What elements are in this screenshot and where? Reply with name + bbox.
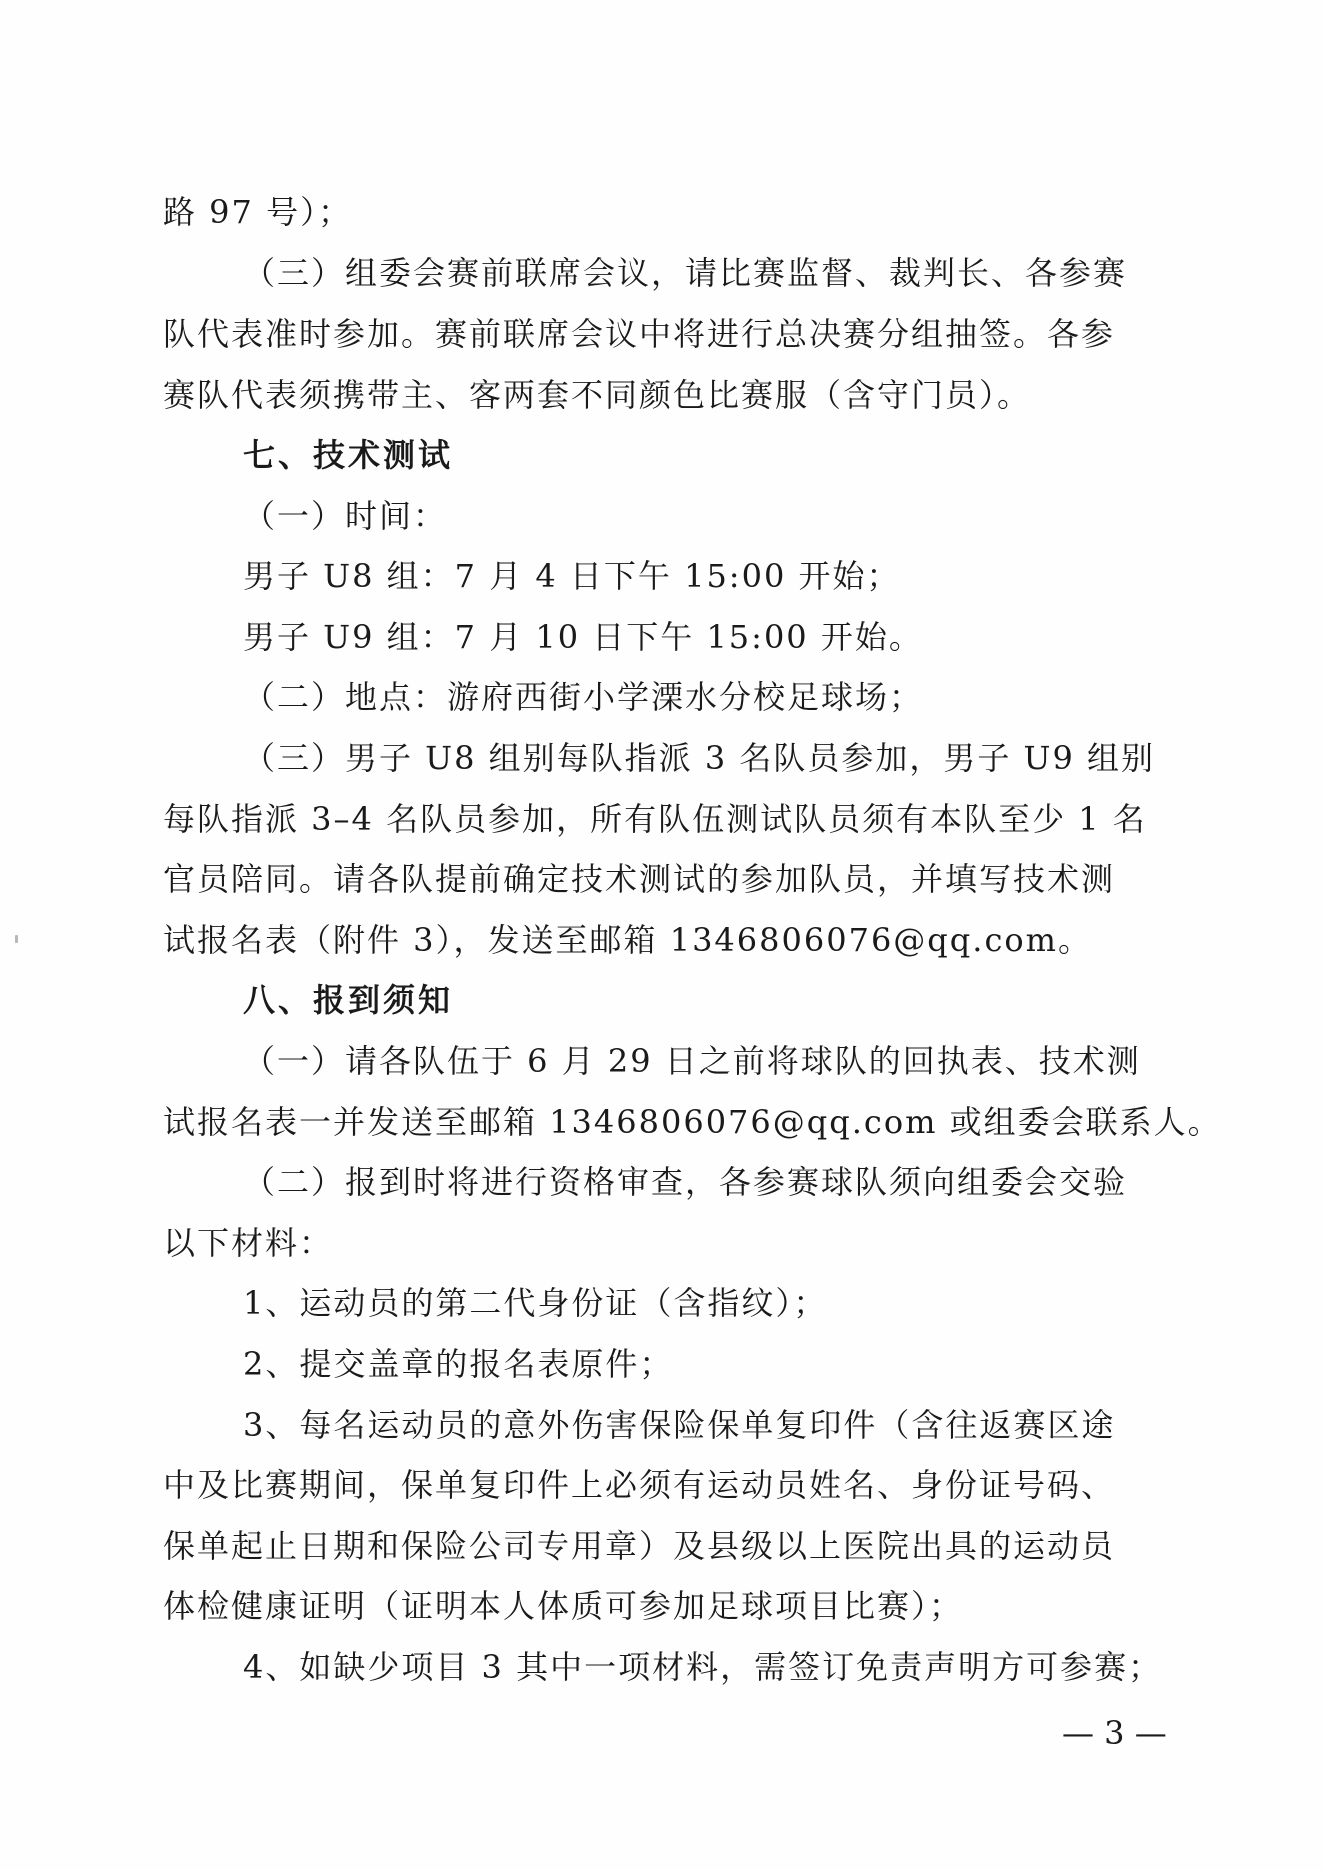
text-line: 以下材料： — [163, 1224, 334, 1262]
page-number: — 3 — — [1062, 1714, 1167, 1752]
text-line: 官员陪同。请各队提前确定技术测试的参加队员，并填写技术测 — [163, 860, 1116, 898]
text-line: 2、提交盖章的报名表原件； — [243, 1345, 674, 1383]
text-line: 4、如缺少项目 3 其中一项材料，需签订免责声明方可参赛； — [243, 1648, 1163, 1686]
text-line: 保单起止日期和保险公司专用章）及县级以上医院出具的运动员 — [163, 1527, 1116, 1565]
text-line: （二）报到时将进行资格审查，各参赛球队须向组委会交验 — [243, 1163, 1128, 1201]
text-line: （二）地点：游府西街小学溧水分校足球场； — [243, 678, 924, 716]
text-line: 1、运动员的第二代身份证（含指纹）； — [243, 1284, 828, 1322]
text-line: 男子 U8 组：7 月 4 日下午 15:00 开始； — [243, 557, 901, 595]
text-line: 每队指派 3–4 名队员参加，所有队伍测试队员须有本队至少 1 名 — [163, 800, 1147, 838]
text-line: 赛队代表须携带主、客两套不同颜色比赛服（含守门员）。 — [163, 376, 1032, 414]
text-line: 体检健康证明（证明本人体质可参加足球项目比赛）； — [163, 1587, 964, 1625]
text-line: 试报名表一并发送至邮箱 1346806076@qq.com 或组委会联系人。 — [163, 1103, 1222, 1141]
text-line: （三）男子 U8 组别每队指派 3 名队员参加，男子 U9 组别 — [243, 739, 1156, 777]
text-line: 队代表准时参加。赛前联席会议中将进行总决赛分组抽签。各参 — [163, 315, 1116, 353]
text-line: 路 97 号）； — [163, 193, 353, 231]
text-line: （三）组委会赛前联席会议，请比赛监督、裁判长、各参赛 — [243, 254, 1128, 292]
text-line: 中及比赛期间，保单复印件上必须有运动员姓名、身份证号码、 — [163, 1466, 1116, 1504]
section-heading: 八、报到须知 — [243, 981, 454, 1019]
section-heading: 七、技术测试 — [243, 436, 454, 474]
text-line: （一）时间： — [243, 497, 448, 535]
text-line: （一）请各队伍于 6 月 29 日之前将球队的回执表、技术测 — [243, 1042, 1141, 1080]
text-line: 试报名表（附件 3），发送至邮箱 1346806076@qq.com。 — [163, 921, 1092, 959]
text-line: 男子 U9 组：7 月 10 日下午 15:00 开始。 — [243, 618, 923, 656]
scan-speck — [15, 935, 18, 943]
text-line: 3、每名运动员的意外伤害保险保单复印件（含往返赛区途 — [243, 1406, 1116, 1444]
